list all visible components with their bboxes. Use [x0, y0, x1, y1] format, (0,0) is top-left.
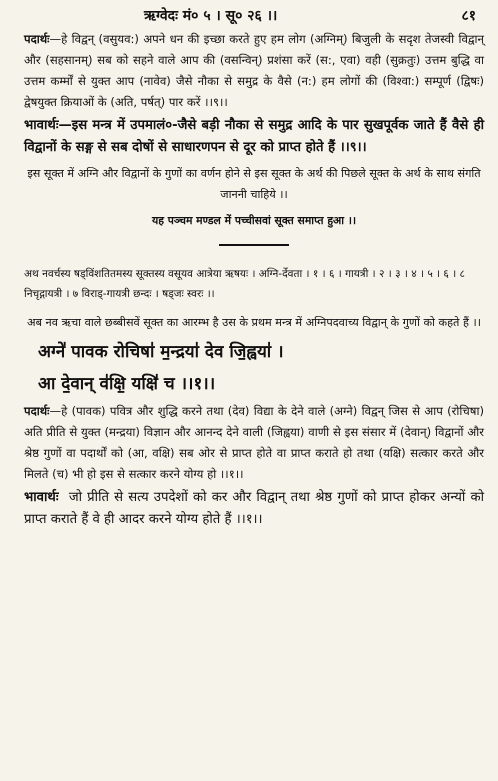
bhavartha-text: जो प्रीति से सत्य उपदेशों को कर और विद्वान् तथा श्रेष्ठ गुणों को प्राप्त होकर अन्यों को प्राप्त कराते हैं वे ही आदर करने योग्य होते हैं ।।१।।: [24, 489, 484, 527]
bhavartha-text: —इस मन्त्र में उपमालं०-जैसे बड़ी नौका से समुद्र आदि के पार सुखपूर्वक जाते हैं वैसे ही विद्वानों के सङ्ग से सब दोषों से साधारणपन से दूर को प्राप्त होते हैं ।।९।।: [24, 118, 484, 155]
page-number: ८१: [461, 8, 476, 24]
padartha-label: पदार्थः: [24, 403, 50, 418]
mantra-line-1: अग्ने॑ पावक रोचिषा॑ म॒न्द्रया॑ देव जि॒ह्वया॑ ।: [38, 341, 284, 362]
mantra-block: [24, 337, 484, 399]
sukta-closing-line: यह पञ्चम मण्डल में पच्चीसवां सूक्त समाप्त हुआ ।।: [151, 214, 357, 227]
bhavartha-label: भावार्थः: [24, 489, 59, 505]
bhavartha-paragraph-9: [24, 115, 484, 159]
padartha-paragraph-1: [24, 401, 484, 485]
sukta-summary-note: इस सूक्त में अग्नि और विद्वानों के गुणों का वर्णन होने से इस सूक्त के अर्थ की पिछले सूक्त के अर्थ के साथ संगति जाननी चाहिये ।।: [27, 167, 481, 201]
mantra-line-2: आ दे॒वान् व॑क्षि॒ यक्षि॑ च ।।१।।: [38, 373, 216, 394]
padartha-label: पदार्थः: [24, 32, 50, 46]
padartha-paragraph-9: [24, 29, 484, 113]
page-header-title: ऋग्वेदः मं० ५ । सू० २६ ।।: [144, 8, 278, 24]
padartha-text: —हे (पावक) पवित्र और शुद्धि करने तथा (देव) विद्या के देने वाले (अग्ने) विद्वन् जिस से आप (रोचिषा) अति प्रीति से युक्त (मन्द्रया) विज्ञान और आनन्द देने वाली (जिह्वया) वाणी से इस संसार में (देवान्) विद्वानों और श्रेष्ठ गुणों वा पदार्थों को (आ, वक्षि) सब ओर से प्राप्त होते वा प्राप्त कराते हो तथा (यक्षि) सत्कार करते और मिलते (च) भी हो इस से सत्कार करने योग्य हो ।।१।।: [24, 403, 484, 481]
page-header: [24, 6, 484, 29]
sukta-intro: अब नव ऋचा वाले छब्बीसवें सूक्त का आरम्भ है उस के प्रथम मन्त्र में अग्निपदवाच्य विद्वान् के गुणों को कहते हैं ।।: [27, 315, 481, 329]
sukta-heading: अथ नवर्चस्य षड्विंशतितमस्य सूक्तस्य वसूयव आत्रेया ऋषयः । अग्नि-र्देवता । १ । ६ । गायत्री । २ । ३ । ४ । ५ । ६ । ८ निचृद्गायत्री । ७ विराड्-गायत्री छन्दः । षड्जः स्वरः ।।: [24, 267, 466, 300]
padartha-text: —हे विद्वन् (वसुयव:) अपने धन की इच्छा करते हुए हम लोग (अग्निम्) बिजुली के सदृश तेजस्वी विद्वान् और (सहसानम्) सब को सहने वाले आप की (वसन्विन्) प्रशंसा करें (स:, एवा) वही (सुक्रतुः) उत्तम बुद्धि वा उत्तम कर्म्मों से युक्त आप (नावेव) जैसे नौका से समुद्र के वैसे (न:) हम लोगों की (विश्वा:) सम्पूर्ण (द्विषः) द्वेषयुक्त क्रियाओं के (अति, पर्षत्) पार करें ।।९।।: [24, 32, 484, 109]
bhavartha-label: भावार्थः: [24, 118, 59, 133]
bhavartha-paragraph-1: [24, 487, 484, 531]
section-divider: [219, 244, 289, 246]
